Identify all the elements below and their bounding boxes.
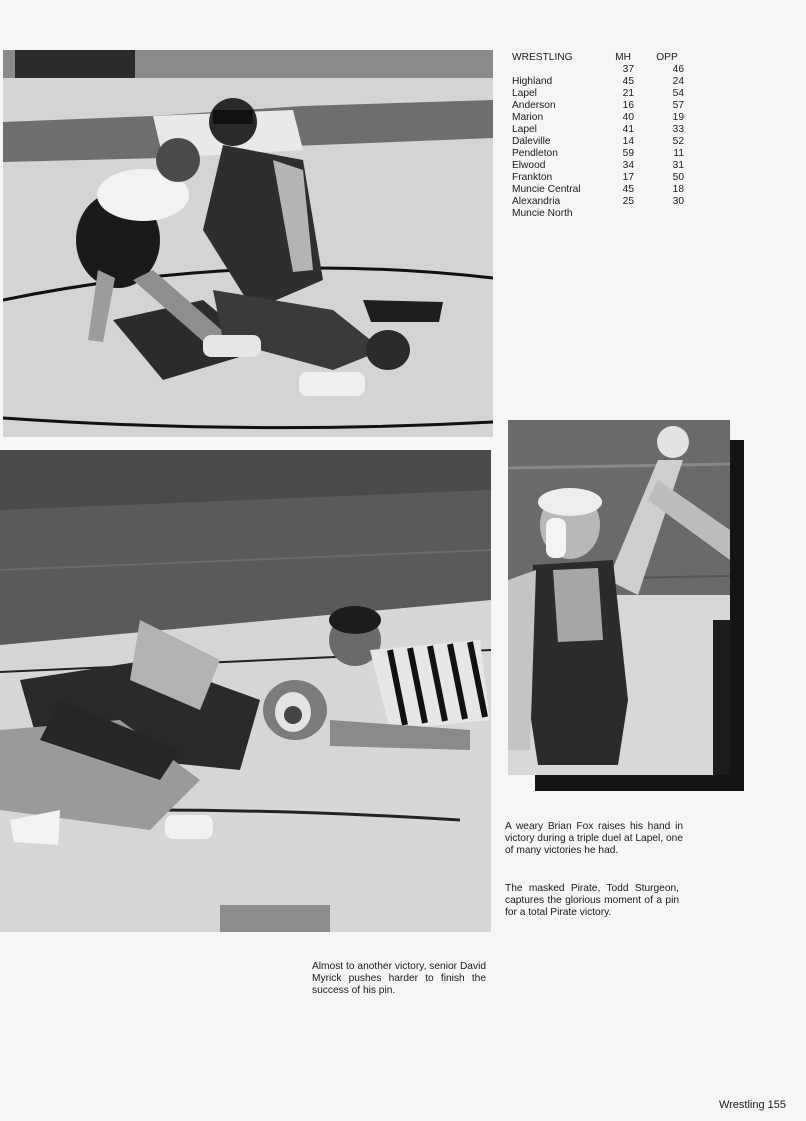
wrestling-photo-top — [3, 50, 493, 437]
wrestling-photo-victory — [508, 420, 730, 775]
score-row: Lapel 21 54 — [512, 88, 684, 99]
score-row: Marion 40 19 — [512, 112, 684, 123]
score-row: Frankton 17 50 — [512, 172, 684, 183]
score-row: Daleville 14 52 — [512, 136, 684, 147]
caption-brian-fox: A weary Brian Fox raises his hand in victory during a triple duel at Lapel, one of many victories he had. — [505, 821, 683, 857]
wrestling-photo-pin — [0, 450, 491, 932]
col-mh-header: MH — [615, 52, 631, 63]
col-opp-header: OPP — [656, 52, 678, 63]
caption-david-myrick: Almost to another victory, senior David Myrick pushes harder to finish the success of his pin. — [312, 961, 486, 997]
scoreboard — [512, 52, 682, 220]
score-row: 37 46 — [622, 64, 684, 75]
caption-todd-sturgeon: The masked Pirate, Todd Sturgeon, captures the glorious moment of a pin for a total Pirate victory. — [505, 883, 679, 919]
score-row: Alexandria 25 30 — [512, 196, 684, 207]
score-row: Pendleton 59 11 — [512, 148, 684, 159]
score-row: Lapel 41 33 — [512, 124, 684, 135]
page-folio: Wrestling 155 — [718, 1099, 786, 1111]
scoreboard-header — [512, 52, 682, 64]
score-row: Muncie North — [512, 208, 573, 219]
score-row: Elwood 34 31 — [512, 160, 684, 171]
score-row: Anderson 16 57 — [512, 100, 684, 111]
score-row: Highland 45 24 — [512, 76, 684, 87]
scoreboard-title: WRESTLING — [512, 52, 573, 63]
score-row: Muncie Central 45 18 — [512, 184, 684, 195]
